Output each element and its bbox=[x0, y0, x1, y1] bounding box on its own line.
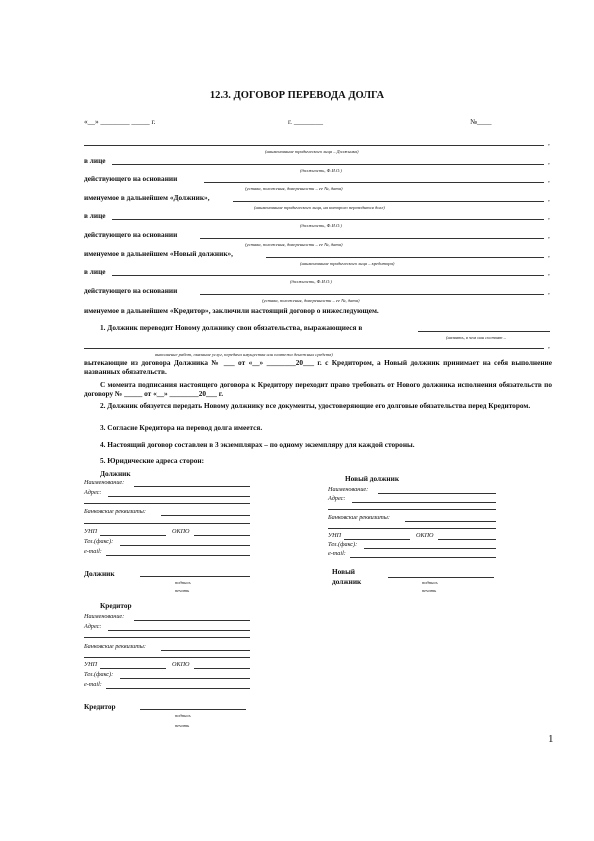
clause-1-start: 1. Должник переводит Новому должнику свои обязательства, выражающиеся в bbox=[100, 323, 363, 332]
sign-debtor-line bbox=[140, 576, 250, 577]
debtor-okpo-label: ОКПО bbox=[172, 528, 190, 535]
new-debtor-email-label: e-mail: bbox=[328, 550, 346, 557]
debtor-name-line bbox=[84, 145, 544, 146]
clause-5: 5. Юридические адреса сторон: bbox=[100, 456, 205, 465]
label-acting-2: действующего на основании bbox=[84, 230, 178, 239]
creditor-name-label: Наименование: bbox=[84, 613, 125, 620]
sign-debtor-label: Должник bbox=[84, 569, 115, 578]
sign-new-debtor-line bbox=[388, 577, 494, 578]
new-debtor-bank-label: Банковские реквизиты: bbox=[328, 514, 390, 521]
caption-obligation: (назвать, в чем они состоят – bbox=[446, 335, 506, 340]
debtor-tel-label: Тел.(факс): bbox=[84, 538, 114, 545]
document-title: 12.3. ДОГОВОР ПЕРЕВОДА ДОЛГА bbox=[209, 90, 385, 101]
new-debtor-unp-label: УНП bbox=[328, 532, 342, 539]
sign-new-debtor-seal: печать bbox=[422, 588, 437, 593]
new-debtor-address-label: Адрес: bbox=[328, 495, 346, 502]
sign-creditor-line bbox=[140, 709, 246, 710]
new-debtor-okpo-label: ОКПО bbox=[416, 532, 434, 539]
city-line: г. ________ bbox=[288, 117, 324, 126]
sign-creditor-seal: печать bbox=[175, 723, 190, 728]
caption-creditor-name: (наименование юридического лица – кредитора) bbox=[300, 261, 395, 266]
creditor-okpo-label: ОКПО bbox=[172, 661, 190, 668]
sign-new-debtor-signature: подпись bbox=[422, 580, 438, 585]
creditor-heading: Кредитор bbox=[100, 601, 132, 610]
caption-position-2: (должность, Ф.И.О.) bbox=[300, 223, 342, 228]
debtor-address-label: Адрес: bbox=[84, 489, 102, 496]
label-acting-1: действующего на основании bbox=[84, 174, 178, 183]
sign-debtor-seal: печать bbox=[175, 588, 190, 593]
label-acting-3: действующего на основании bbox=[84, 286, 178, 295]
caption-position-3: (должность, Ф.И.О.) bbox=[290, 279, 332, 284]
sign-debtor-signature: подпись bbox=[175, 580, 191, 585]
caption-short-name-1: (наименование юридического лица, на которого переводится долг) bbox=[254, 205, 385, 210]
debtor-bank-label: Банковские реквизиты: bbox=[84, 508, 146, 515]
caption-position-1: (должность, Ф.И.О.) bbox=[300, 168, 342, 173]
sign-creditor-signature: подпись bbox=[175, 713, 191, 718]
creditor-email-label: e-mail: bbox=[84, 681, 102, 688]
sign-creditor-label: Кредитор bbox=[84, 702, 116, 711]
caption-basis-1: (устава, положения, доверенности – ее №, дата) bbox=[245, 186, 343, 191]
creditor-unp-label: УНП bbox=[84, 661, 98, 668]
clause-2: 2. Должник обязуется передать Новому должнику все документы, удостоверяющие его долговые обязательства перед Кредитором. bbox=[100, 401, 531, 410]
caption-obligation-2: выполнение работ, оказание услуг, передача имущества или платежа денежных средств) bbox=[155, 352, 333, 357]
debtor-email-label: e-mail: bbox=[84, 548, 102, 555]
label-hereinafter-debtor: именуемое в дальнейшем «Должник», bbox=[84, 193, 210, 202]
debtor-unp-label: УНП bbox=[84, 528, 98, 535]
clause-3: 3. Согласие Кредитора на перевод долга имеется. bbox=[100, 423, 263, 432]
label-hereinafter-new: именуемое в дальнейшем «Новый должник», bbox=[84, 249, 233, 258]
clause-4: 4. Настоящий договор составлен в 3 экземплярах – по одному экземпляру для каждой стороны. bbox=[100, 440, 415, 449]
page-number: 1 bbox=[548, 733, 554, 745]
caption-debtor-name: (наименование юридического лица – Должника) bbox=[265, 149, 359, 154]
creditor-bank-label: Банковские реквизиты: bbox=[84, 643, 146, 650]
new-debtor-name-label: Наименование: bbox=[328, 486, 369, 493]
caption-basis-2: (устава, положения, доверенности – ее №, дата) bbox=[245, 242, 343, 247]
debtor-heading: Должник bbox=[100, 469, 131, 478]
caption-basis-3: (устава, положения, доверенности – ее №, дата) bbox=[262, 298, 360, 303]
number-line: №____ bbox=[470, 117, 492, 126]
label-in-person-1: в лице bbox=[84, 156, 106, 165]
creditor-tel-label: Тел.(факс): bbox=[84, 671, 114, 678]
debtor-name-label: Наименование: bbox=[84, 479, 125, 486]
label-in-person-2: в лице bbox=[84, 211, 106, 220]
sign-new-debtor-label-2: должник bbox=[332, 577, 362, 586]
new-debtor-heading: Новый должник bbox=[345, 474, 400, 483]
label-hereinafter-creditor: именуемое в дальнейшем «Кредитор», заключили настоящий договор о нижеследующем. bbox=[84, 306, 379, 315]
label-in-person-3: в лице bbox=[84, 267, 106, 276]
sign-new-debtor-label-1: Новый bbox=[332, 567, 355, 576]
creditor-address-label: Адрес: bbox=[84, 623, 102, 630]
date-line: «__» ________ _____ г. bbox=[84, 117, 156, 126]
clause-1-body: вытекающие из договора Должника № ___ от «__» ________20___ г. с Кредитором, а Новый должник принимает на себя выполнение названных обязательств. bbox=[84, 358, 552, 377]
clause-1-transfer: С момента подписания настоящего договора к Кредитору переходит право требовать от Нового должника исполнения обязательств по договору № _____ от «__» ________20___ г. bbox=[84, 380, 552, 399]
new-debtor-tel-label: Тел.(факс): bbox=[328, 541, 358, 548]
